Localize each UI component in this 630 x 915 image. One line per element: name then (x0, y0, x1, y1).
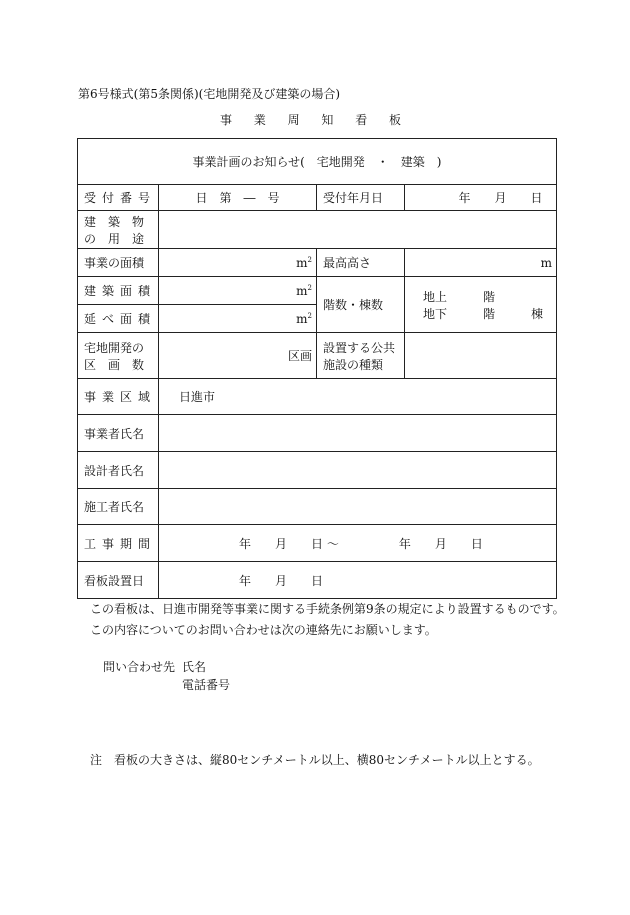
business-area-unit (159, 249, 317, 277)
floors-below: 地下 階 棟 (423, 306, 544, 321)
purpose-label-line1: 建 築 物 (84, 214, 145, 229)
designer-label: 設計者氏名 (78, 452, 159, 489)
notice-title: 事業計画のお知らせ( 宅地開発 ・ 建築 ) (78, 139, 557, 185)
lots-label-line1: 宅地開発の (84, 340, 145, 355)
facility-label (317, 333, 405, 379)
unit-m: m (296, 255, 308, 270)
receipt-date-label: 受付年月日 (317, 185, 405, 211)
designer-value (159, 452, 557, 489)
lots-label-line2: 区 画 数 (84, 357, 145, 372)
unit-sup: 2 (307, 311, 312, 320)
building-purpose-value (159, 211, 557, 249)
contractor-label: 施工者氏名 (78, 489, 159, 525)
total-area-label: 延べ面積 (78, 305, 159, 333)
period-label: 工事期間 (78, 525, 159, 562)
sign-date-label: 看板設置日 (78, 562, 159, 599)
contact-name-label: 氏名 (182, 660, 207, 674)
floors-value (405, 277, 557, 333)
operator-value (159, 415, 557, 452)
footer-line2: この内容についてのお問い合わせは次の連絡先にお願いします。 (90, 623, 437, 637)
floors-label: 階数・棟数 (317, 277, 405, 333)
floors-above: 地上 階 (423, 289, 496, 304)
region-label: 事業区域 (78, 379, 159, 415)
size-note: 注 看板の大きさは、縦80センチメートル以上、横80センチメートル以上とする。 (90, 753, 540, 767)
form-header: 第6号様式(第5条関係)(宅地開発及び建築の場合) (78, 87, 340, 101)
sign-date-value: 年 月 日 (159, 562, 557, 599)
receipt-number-value: 日 第 ― 号 (159, 185, 317, 211)
form-title: 事 業 周 知 看 板 (219, 113, 411, 127)
building-purpose-label (78, 211, 159, 249)
receipt-number-label: 受付番号 (78, 185, 159, 211)
contact-label: 問い合わせ先 (103, 660, 176, 674)
facility-label-line2: 施設の種類 (323, 357, 384, 372)
purpose-label-line2: の 用 途 (84, 231, 145, 246)
max-height-unit: m (405, 249, 557, 277)
business-area-label: 事業の面積 (78, 249, 159, 277)
footer-line1: この看板は、日進市開発等事業に関する手続条例第9条の規定により設置するものです。 (90, 602, 565, 616)
facility-value (405, 333, 557, 379)
period-value: 年 月 日 ～ 年 月 日 (159, 525, 557, 562)
building-area-unit (159, 277, 317, 305)
lots-unit: 区画 (159, 333, 317, 379)
operator-label: 事業者氏名 (78, 415, 159, 452)
unit-m: m (296, 311, 308, 326)
facility-label-line1: 設置する公共 (323, 340, 396, 355)
notice-table (77, 138, 557, 599)
contact-phone-label: 電話番号 (182, 678, 231, 692)
receipt-date-value: 年 月 日 (405, 185, 557, 211)
unit-m: m (296, 283, 308, 298)
unit-sup: 2 (307, 283, 312, 292)
region-value: 日進市 (159, 379, 557, 415)
contractor-value (159, 489, 557, 525)
total-area-unit (159, 305, 317, 333)
building-area-label: 建築面積 (78, 277, 159, 305)
unit-sup: 2 (307, 255, 312, 264)
max-height-label: 最高高さ (317, 249, 405, 277)
lots-label (78, 333, 159, 379)
